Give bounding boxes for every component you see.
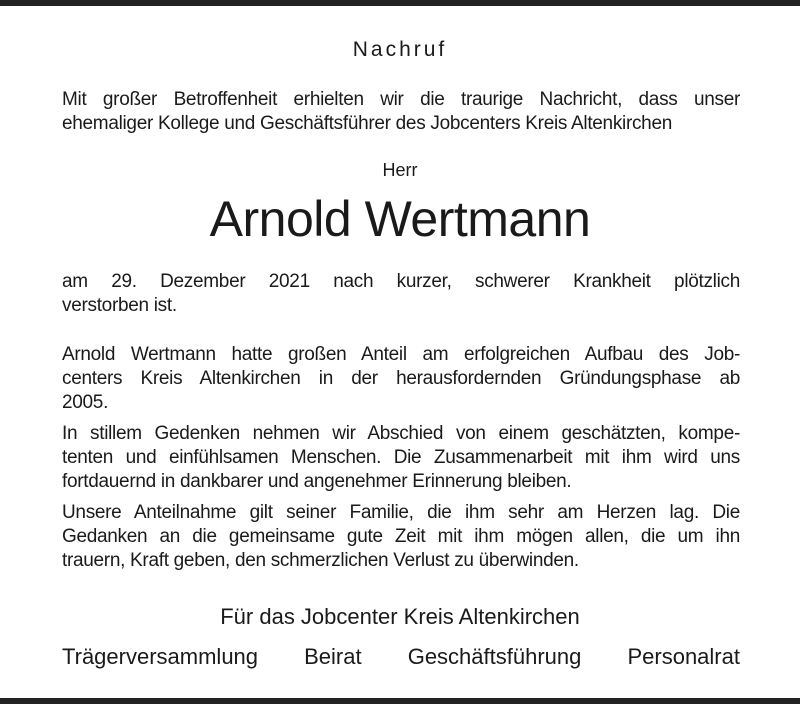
paragraph-line: Unsere Anteilnahme gilt seiner Familie, die ihm sehr am Herzen lag. Die [62,502,740,523]
death-line: verstorben ist. [62,295,177,316]
death-line: am 29. Dezember 2021 nach kurzer, schwerer Krankheit plötzlich [62,271,740,292]
bottom-border [0,698,800,704]
paragraph-line: fortdauernd in dankbarer und angenehmer Erinnerung bleiben. [62,471,572,492]
on-behalf-line: Für das Jobcenter Kreis Altenkirchen [220,604,580,629]
signatories [62,644,740,670]
deceased-name: Arnold Wertmann [209,191,591,247]
paragraph-line: tenten und einfühlsamen Menschen. Die Zusammenarbeit mit ihm wird uns [62,447,740,468]
signatory: Personalrat [627,644,740,669]
paragraph-line: trauern, Kraft geben, den schmerzlichen Verlust zu überwinden. [62,550,579,571]
signatory: Beirat [304,644,362,669]
top-border [0,0,800,6]
signatory: Trägerversammlung [62,644,259,669]
paragraph-line: 2005. [62,392,109,413]
paragraph-line: centers Kreis Altenkirchen in der herausfordernden Gründungsphase ab [62,368,740,389]
paragraph-line: Gedanken an die gemeinsame gute Zeit mit ihm mögen allen, die um ihn [62,526,740,547]
page-title: Nachruf [352,38,448,61]
salutation: Herr [382,160,418,180]
paragraph-line: In stillem Gedenken nehmen wir Abschied von einem geschätzten, kompe- [62,423,740,444]
paragraph-line: Arnold Wertmann hatte großen Anteil am erfolgreichen Aufbau des Job- [62,344,740,365]
signatory: Geschäftsführung [407,644,582,669]
intro-line: ehemaliger Kollege und Geschäftsführer des Jobcenters Kreis Altenkirchen [62,113,672,134]
intro-line: Mit großer Betroffenheit erhielten wir die traurige Nachricht, dass unser [62,89,740,110]
